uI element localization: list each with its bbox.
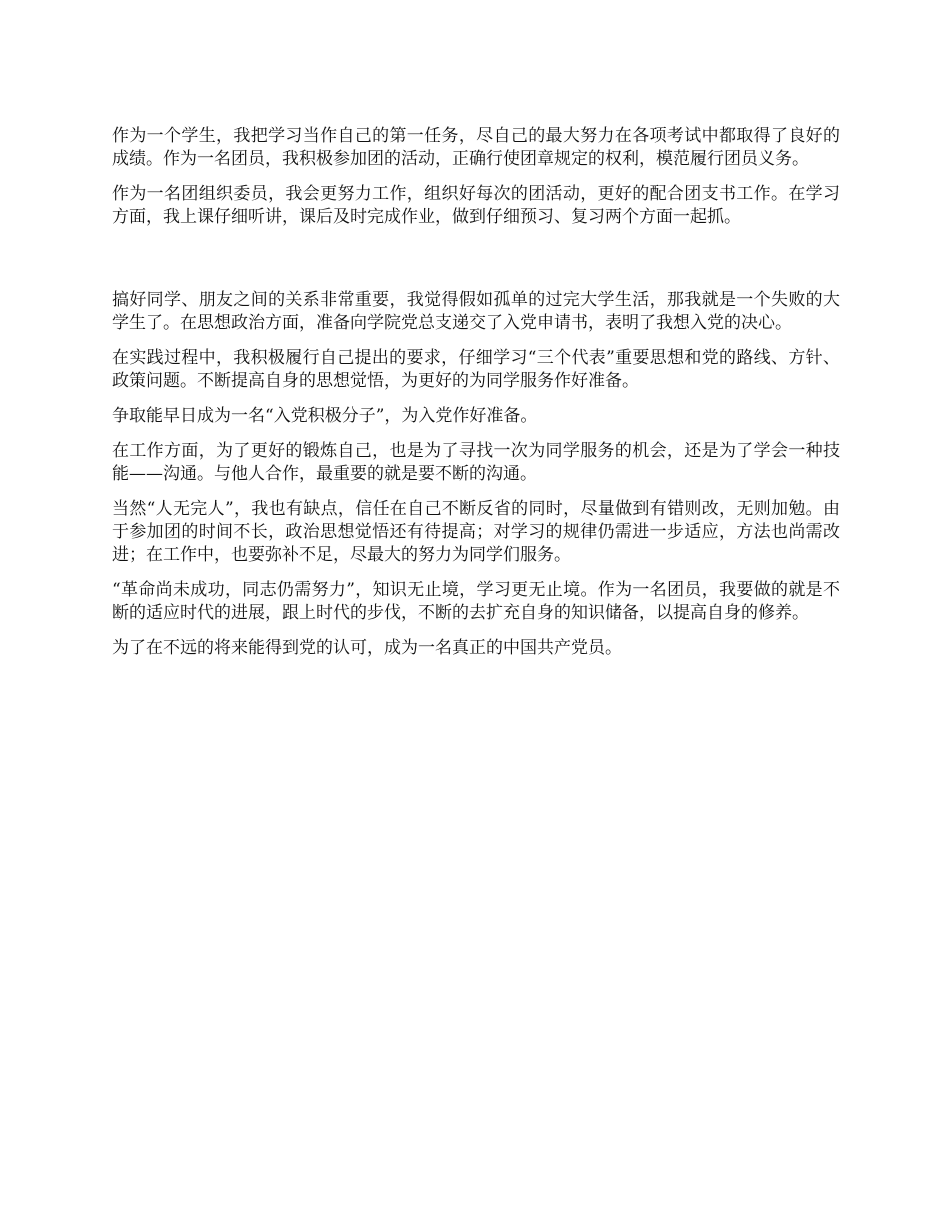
paragraph-7: 当然“人无完人”，我也有缺点，信任在自己不断反省的同时，尽量做到有错则改，无则加勉。由于参加团的时间不长，政治思想觉悟还有待提高；对学习的规律仍需进一步适应，方法也尚需改进；在工作中，也要弥补不足，尽最大的努力为同学们服务。 [112, 499, 840, 565]
paragraph-1: 作为一个学生，我把学习当作自己的第一任务，尽自己的最大努力在各项考试中都取得了良好的成绩。作为一名团员，我积极参加团的活动，正确行使团章规定的权利，模范履行团员义务。 [112, 126, 840, 169]
paragraph-3: 搞好同学、朋友之间的关系非常重要，我觉得假如孤单的过完大学生活，那我就是一个失败的大学生了。在思想政治方面，准备向学院党总支递交了入党申请书，表明了我想入党的决心。 [112, 290, 840, 333]
paragraph-9: 为了在不远的将来能得到党的认可，成为一名真正的中国共产党员。 [112, 638, 622, 658]
paragraph-8: “革命尚未成功，同志仍需努力”，知识无止境，学习更无止境。作为一名团员，我要做的就是不断的适应时代的进展，跟上时代的步伐，不断的去扩充自身的知识储备，以提高自身的修养。 [112, 580, 840, 623]
paragraph-2: 作为一名团组织委员，我会更努力工作，组织好每次的团活动，更好的配合团支书工作。在学习方面，我上课仔细听讲，课后及时完成作业，做到仔细预习、复习两个方面一起抓。 [112, 184, 840, 227]
paragraph-4: 在实践过程中，我积极履行自己提出的要求，仔细学习“三个代表”重要思想和党的路线、方针、政策问题。不断提高自身的思想觉悟，为更好的为同学服务作好准备。 [112, 348, 840, 391]
section-gap [112, 241, 840, 289]
paragraph-6: 在工作方面，为了更好的锻炼自己，也是为了寻找一次为同学服务的机会，还是为了学会一种技能——沟通。与他人合作，最重要的就是要不断的沟通。 [112, 441, 840, 484]
document-body [112, 125, 840, 672]
paragraph-5: 争取能早日成为一名“入党积极分子”，为入党作好准备。 [112, 406, 538, 426]
